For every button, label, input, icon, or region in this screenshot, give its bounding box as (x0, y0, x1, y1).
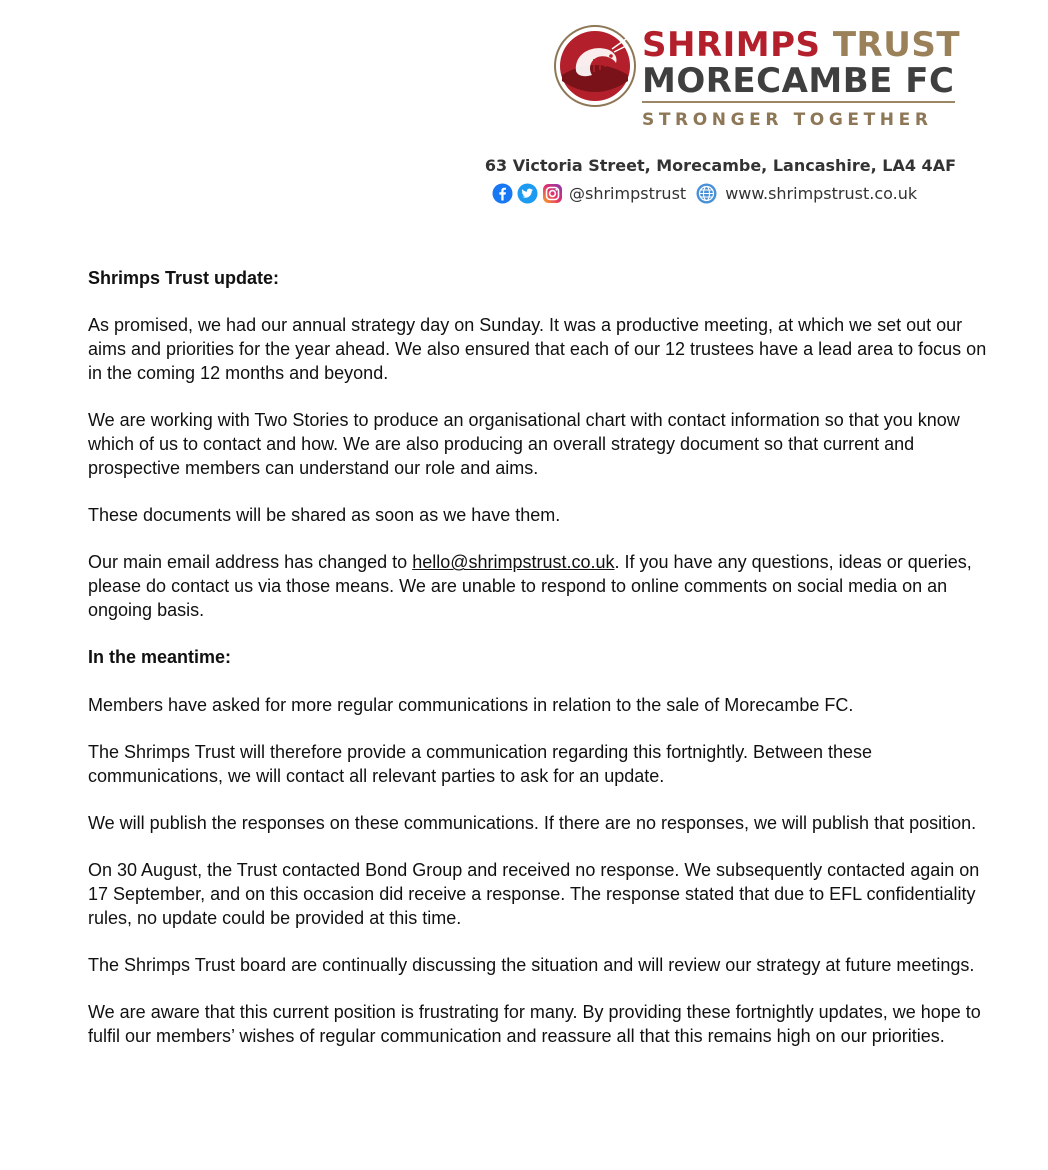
shrimp-logo-icon (554, 25, 636, 107)
paragraph-publish: We will publish the responses on these communications. If there are no responses, we will publish that position. (88, 812, 977, 833)
tagline: STRONGER TOGETHER (642, 110, 933, 130)
brand-subtitle: MORECAMBE FC (642, 61, 955, 101)
paragraph-fortnightly: The Shrimps Trust will therefore provide a communication regarding this fortnightly. Between these communications, we will contact all relevant parties to ask for an update. (88, 741, 873, 786)
facebook-icon[interactable] (492, 183, 513, 204)
paragraph-documents: These documents will be shared as soon as we have them. (88, 505, 561, 526)
website-link[interactable]: www.shrimpstrust.co.uk (725, 183, 918, 203)
address: 63 Victoria Street, Morecambe, Lancashire, LA4 4AF (484, 156, 956, 175)
instagram-icon[interactable] (542, 183, 563, 204)
paragraph-org-chart: We are working with Two Stories to produce an organisational chart with contact information so that you know which of us to contact and how. We are also producing an overall strategy document so that current and prospective members can understand our role and aims. (88, 410, 960, 478)
twitter-icon[interactable] (517, 183, 538, 204)
email-outro: . If you have any questions, ideas or queries, please do contact us via those means. We are unable to respond to online comments on social media on an ongoing basis. (88, 552, 972, 620)
paragraph-members-request: Members have asked for more regular communications in relation to the sale of Morecambe FC. (88, 694, 854, 715)
paragraph-closing: We are aware that this current position is frustrating for many. By providing these fortnightly updates, we hope to fulfil our members’ wishes of regular communication and reassure all that this remains high on our priorities. (88, 1002, 981, 1047)
brand-divider (642, 101, 955, 103)
heading-update: Shrimps Trust update: (88, 268, 280, 288)
paragraph-board: The Shrimps Trust board are continually discussing the situation and will review our strategy at future meetings. (88, 955, 975, 976)
letter-body (88, 267, 988, 1073)
brand-title (642, 26, 960, 64)
brand-shrimps: SHRIMPS (642, 25, 821, 65)
globe-icon (696, 183, 717, 204)
paragraph-bond-group: On 30 August, the Trust contacted Bond Group and received no response. We subsequently contacted again on 17 September, and on this occasion did receive a response. The response stated that due to EFL confidentiality rules, no update could be provided at this time. (88, 860, 980, 928)
letterhead (0, 0, 1048, 230)
paragraph-email (88, 551, 988, 622)
contact-row (492, 180, 917, 206)
paragraph-strategy-day: As promised, we had our annual strategy day on Sunday. It was a productive meeting, at which we set out our aims and priorities for the year ahead. We also ensured that each of our 12 trustees have a lead area to focus on in the coming 12 months and beyond. (88, 315, 987, 383)
email-link[interactable]: hello@shrimpstrust.co.uk (412, 552, 615, 573)
brand-trust: TRUST (832, 25, 961, 65)
heading-meantime: In the meantime: (88, 647, 232, 668)
email-intro: Our main email address has changed to (88, 552, 413, 573)
social-handle[interactable]: @shrimpstrust (569, 183, 687, 203)
